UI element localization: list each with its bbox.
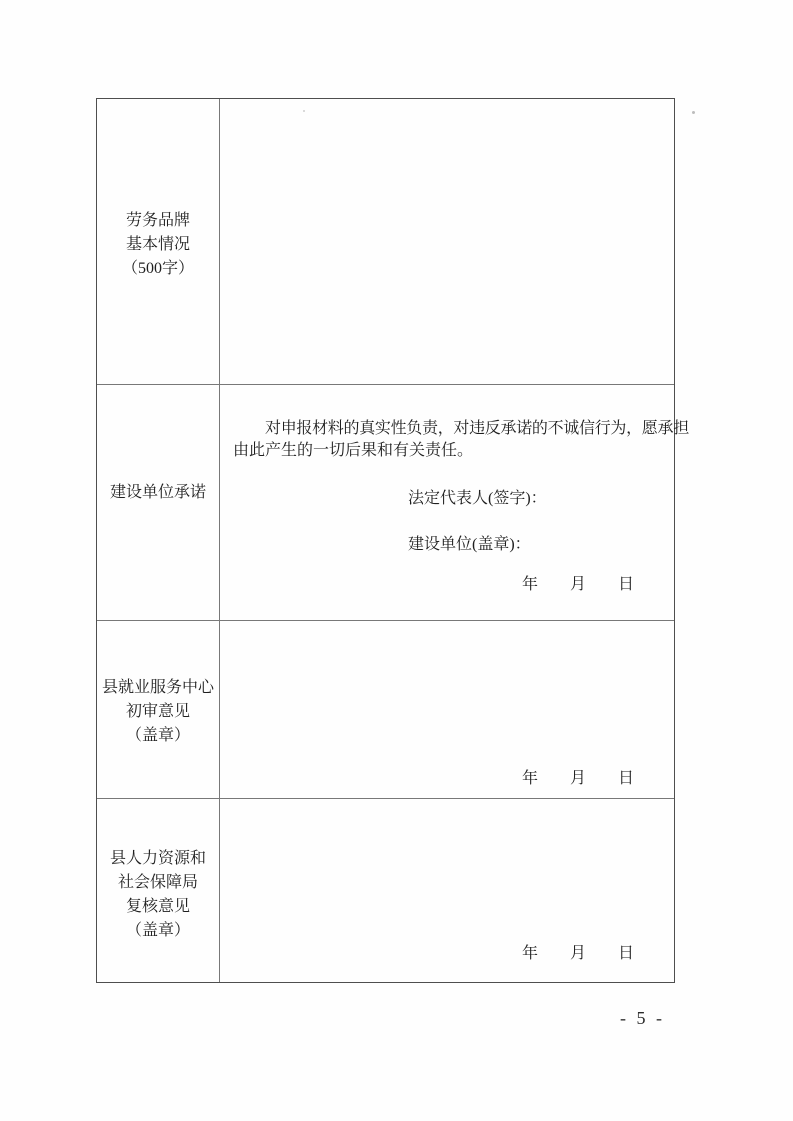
promise-text-line: 对申报材料的真实性负责，对违反承诺的不诚信行为，愿承担 (265, 420, 689, 437)
row-label-unit-promise (97, 385, 220, 621)
date-line-year-month-day: 年 月 日 (522, 576, 635, 593)
unit-promise-field (220, 385, 689, 621)
legal-representative-signature-label: 法定代表人(签字)： (408, 490, 547, 507)
scan-speck (692, 111, 695, 114)
scan-speck (303, 110, 305, 112)
label-line: 县就业服务中心 (101, 678, 214, 696)
bureau-recheck-review-field (220, 799, 674, 982)
promise-paragraph (233, 418, 689, 462)
label-line: （盖章） (125, 726, 190, 744)
date-line-year-month-day: 年 月 日 (522, 945, 635, 962)
promise-text-line: 由此产生的一切后果和有关责任。 (233, 442, 474, 459)
center-preliminary-review-field (220, 621, 674, 799)
brand-basic-info-field (220, 99, 674, 385)
row-label-brand-basic-info (97, 99, 220, 385)
label-line: （盖章） (125, 921, 190, 939)
row-label-bureau-recheck-review (97, 799, 220, 982)
label-line: 社会保障局 (117, 873, 198, 891)
label-line: 建设单位承诺 (109, 483, 206, 501)
date-line-year-month-day: 年 月 日 (522, 770, 635, 787)
row-label-center-preliminary-review (97, 621, 220, 799)
label-line: 复核意见 (125, 897, 190, 915)
label-line: （500字） (121, 259, 194, 277)
construction-unit-seal-label: 建设单位(盖章)： (408, 536, 531, 553)
label-line: 基本情况 (125, 235, 190, 253)
label-line: 初审意见 (125, 702, 190, 720)
application-form-table (96, 98, 689, 983)
label-line: 劳务品牌 (125, 211, 190, 229)
page-number: - 5 - (620, 1008, 665, 1028)
label-line: 县人力资源和 (109, 849, 206, 867)
